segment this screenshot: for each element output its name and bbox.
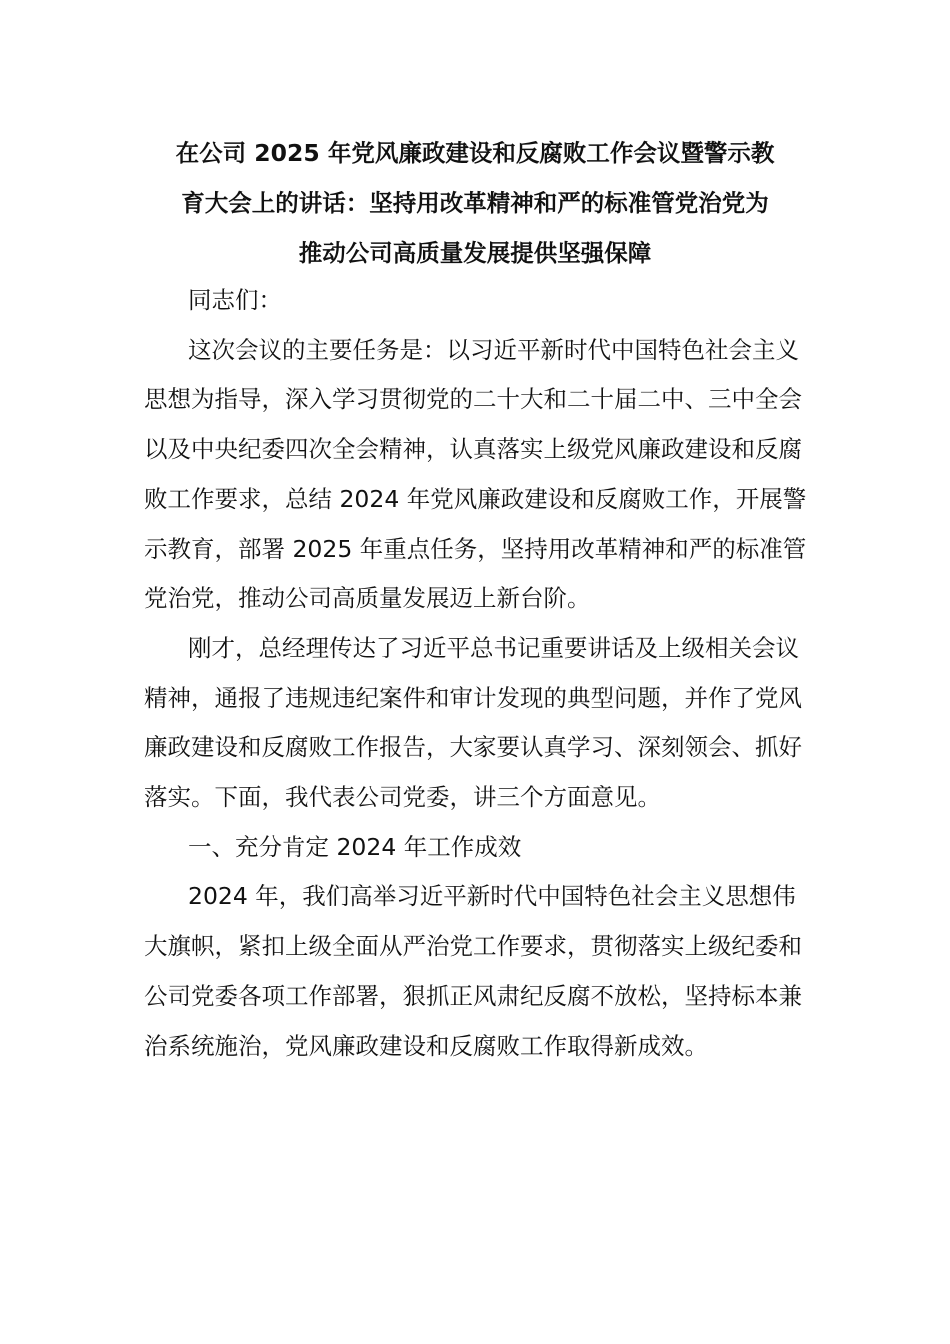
paragraph-2024-achievements: 2024 年，我们高举习近平新时代中国特色社会主义思想伟大旗帜，紧扣上级全面从严治党工作要求，贯彻落实上级纪委和公司党委各项工作部署，狠抓正风肃纪反腐不放松，坚持标本兼治系统施治，党风廉政建设和反腐败工作取得新成效。	[144, 882, 802, 1060]
paragraph-meeting-tasks: 这次会议的主要任务是：以习近平新时代中国特色社会主义思想为指导，深入学习贯彻党的二十大和二十届二中、三中全会以及中央纪委四次全会精神，认真落实上级党风廉政建设和反腐败工作要求，总结 2024 年党风廉政建设和反腐败工作，开展警示教育，部署 2025 年重点任务，坚持用改革精神和严的标准管党治党，推动公司高质量发展迈上新台阶。	[144, 335, 807, 613]
title-line: 在公司 2025 年党风廉政建设和反腐败工作会议暨警示教	[175, 139, 775, 167]
document-body	[144, 276, 808, 1071]
title-line: 推动公司高质量发展提供坚强保障	[298, 239, 652, 267]
salutation: 同志们：	[188, 286, 282, 314]
paragraph-report-summary: 刚才，总经理传达了习近平总书记重要讲话及上级相关会议精神，通报了违规违纪案件和审计发现的典型问题，并作了党风廉政建设和反腐败工作报告，大家要认真学习、深刻领会、抓好落实。下面，我代表公司党委，讲三个方面意见。	[144, 633, 802, 812]
section-heading: 一、充分肯定 2024 年工作成效	[188, 832, 522, 861]
title-line: 育大会上的讲话：坚持用改革精神和严的标准管党治党为	[181, 189, 769, 217]
document-title	[142, 128, 808, 278]
